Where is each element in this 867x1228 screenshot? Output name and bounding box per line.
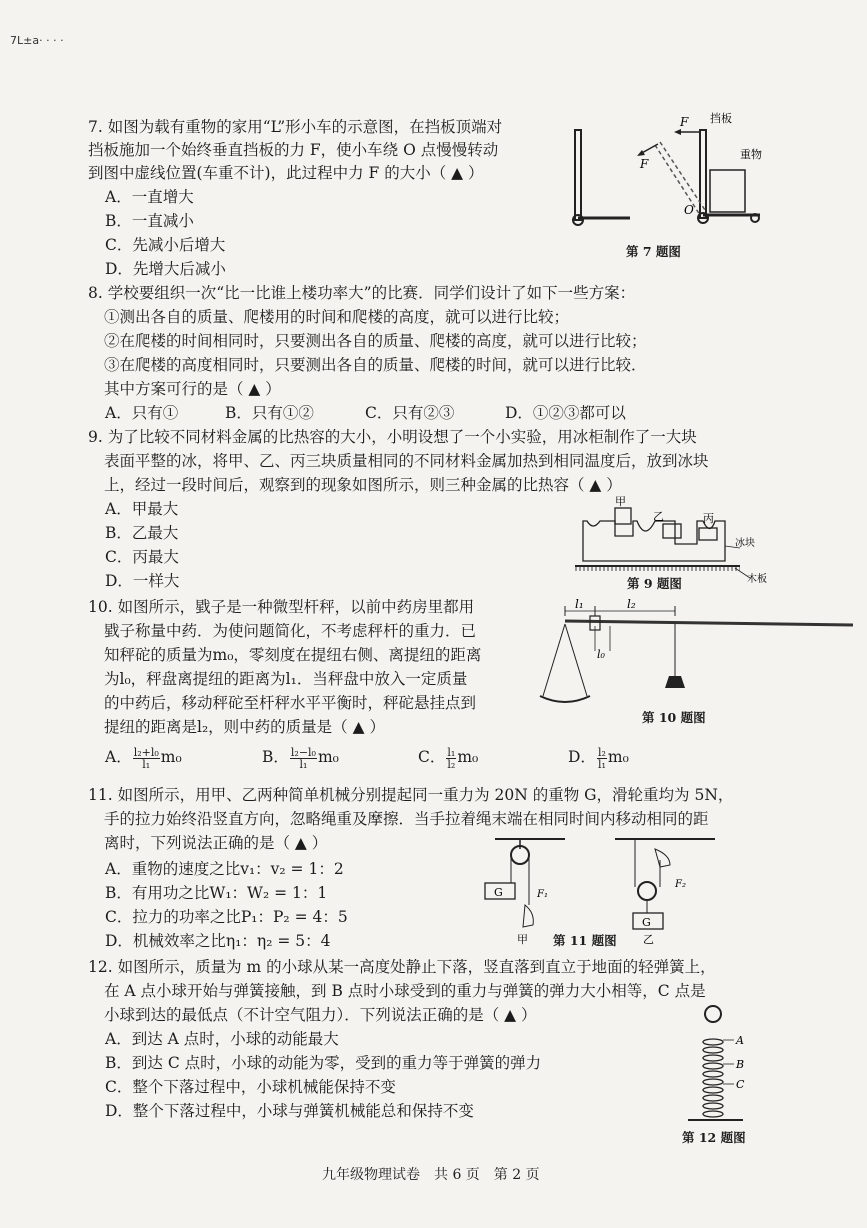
q10-line-3: 知秤砣的质量为m₀，零刻度在提纽右侧、离提纽的距离 — [104, 646, 482, 664]
q7-fig-board-label: 挡板 — [710, 112, 732, 125]
q12-option-d: D．整个下落过程中，小球与弹簧机械能总和保持不变 — [105, 1102, 474, 1120]
q10-option-c-denominator: l₂ — [447, 757, 456, 771]
q11-option-d: D．机械效率之比η₁：η₂ = 5：4 — [105, 932, 331, 950]
q7-fig-F-label: F — [680, 115, 689, 129]
q7-caption: 第 7 题图 — [626, 244, 681, 259]
q9-fig-label-board: 木板 — [747, 574, 767, 584]
q10-option-b-denominator: l₁ — [299, 757, 308, 771]
q9-option-a: A．甲最大 — [105, 500, 179, 518]
q12-caption: 第 12 题图 — [682, 1130, 746, 1145]
q10-option-d-tail: m₀ — [607, 748, 629, 766]
q11-line-3: 离时，下列说法正确的是（ ▲ ） — [104, 834, 328, 852]
q12-line-1: 12. 如图所示，质量为 m 的小球从某一高度处静止下落，竖直落到直立于地面的轻弹簧上， — [88, 958, 716, 976]
q11-fig-jia-label: 甲 — [517, 933, 528, 946]
q11-caption: 第 11 题图 — [553, 933, 617, 948]
q10-option-c-numerator: l₁ — [447, 745, 456, 759]
q10-option-d-numerator: l₂ — [597, 745, 606, 759]
q12-line-3: 小球到达的最低点（不计空气阻力）．下列说法正确的是（ ▲ ） — [104, 1006, 537, 1024]
q12-option-b: B．到达 C 点时，小球的动能为零，受到的重力等于弹簧的弹力 — [105, 1054, 542, 1072]
q7-figure — [560, 110, 775, 235]
q7-option-d: D．先增大后减小 — [105, 260, 226, 278]
q10-option-d-label: D． — [568, 748, 596, 766]
q11-fig-yi-label: 乙 — [643, 933, 654, 946]
q10-option-b-numerator: l₂−l₀ — [290, 745, 316, 759]
q12-option-a: A．到达 A 点时，小球的动能最大 — [105, 1030, 339, 1048]
q7-line-2: 挡板施加一个始终垂直挡板的力 F，使小车绕 O 点慢慢转动 — [88, 141, 499, 159]
q8-line-2: ①测出各自的质量、爬楼用的时间和爬楼的高度，就可以进行比较； — [104, 308, 570, 326]
q10-fig-l0-label: l₀ — [597, 648, 605, 661]
q9-caption: 第 9 题图 — [627, 576, 682, 591]
q10-option-a-denominator: l₁ — [142, 757, 151, 771]
q12-fig-B-label: B — [736, 1058, 745, 1071]
q7-option-b: B．一直减小 — [105, 212, 194, 230]
q10-option-a-numerator: l₂+l₀ — [133, 745, 159, 759]
q8-line-3: ②在爬楼的时间相同时，只要测出各自的质量、爬楼的高度，就可以进行比较； — [104, 332, 647, 350]
q7-option-a: A．一直增大 — [105, 188, 194, 206]
q7-option-c: C．先减小后增大 — [105, 236, 226, 254]
q9-fig-label-bing: 丙 — [703, 512, 714, 525]
q10-fig-l2-label: l₂ — [627, 597, 636, 611]
q10-option-d-denominator: l₁ — [597, 757, 606, 771]
q11-fig-G-jia: G — [494, 886, 503, 899]
q12-option-c: C．整个下落过程中，小球机械能保持不变 — [105, 1078, 396, 1096]
q10-option-a — [105, 746, 182, 770]
q9-option-c: C．丙最大 — [105, 548, 179, 566]
q7-line-1: 7. 如图为载有重物的家用“L”形小车的示意图，在挡板顶端对 — [88, 118, 503, 136]
q11-line-2: 手的拉力始终沿竖直方向，忽略绳重及摩擦．当手拉着绳末端在相同时间内移动相同的距 — [104, 810, 709, 828]
q9-option-b: B．乙最大 — [105, 524, 179, 542]
q9-fig-label-yi: 乙 — [653, 510, 664, 523]
q11-fig-F2-label: F₂ — [675, 879, 686, 890]
q8-option-a: A．只有① — [105, 404, 179, 422]
q7-fig-weight-label: 重物 — [740, 148, 762, 161]
q10-option-c — [418, 746, 478, 770]
q10-option-b — [262, 746, 339, 770]
q10-option-b-label: B． — [262, 748, 289, 766]
q10-option-d — [568, 746, 629, 770]
q10-line-5: 的中药后，移动秤砣至杆秤水平平衡时，秤砣悬挂点到 — [104, 694, 477, 712]
q8-option-b: B．只有①② — [225, 404, 314, 422]
q10-option-b-tail: m₀ — [317, 748, 339, 766]
q8-option-c: C．只有②③ — [365, 404, 455, 422]
q10-caption: 第 10 题图 — [642, 710, 706, 725]
scan-header-marks: 7L±a· · · · — [10, 34, 64, 47]
q12-fig-C-label: C — [736, 1078, 745, 1091]
q10-line-6: 提纽的距离是l₂，则中药的质量是（ ▲ ） — [104, 718, 385, 736]
q11-option-b: B．有用功之比W₁：W₂ = 1：1 — [105, 884, 328, 902]
q9-fig-label-jia: 甲 — [615, 496, 626, 508]
q10-figure — [535, 596, 855, 706]
q11-line-1: 11. 如图所示，用甲、乙两种简单机械分别提起同一重力为 20N 的重物 G，滑轮重均为 5N， — [88, 786, 734, 804]
q11-option-a: A．重物的速度之比v₁：v₂ = 1：2 — [105, 860, 344, 878]
q8-option-d: D．①②③都可以 — [505, 404, 626, 422]
q10-fig-l1-label: l₁ — [575, 597, 584, 611]
q9-line-1: 9. 为了比较不同材料金属的比热容的大小，小明设想了一个小实验，用冰柜制作了一大块 — [88, 428, 697, 446]
q10-option-c-tail: m₀ — [457, 748, 479, 766]
q7-line-3: 到图中虚线位置(车重不计)，此过程中力 F 的大小（ ▲ ） — [88, 164, 484, 182]
q9-option-d: D．一样大 — [105, 572, 180, 590]
q10-option-c-label: C． — [418, 748, 446, 766]
q8-line-1: 8. 学校要组织一次“比一比谁上楼功率大”的比赛．同学们设计了如下一些方案： — [88, 284, 636, 302]
q9-fig-label-ice: 冰块 — [735, 538, 755, 549]
q10-line-1: 10. 如图所示，戥子是一种微型杆秤，以前中药房里都用 — [88, 598, 475, 616]
q9-line-2: 表面平整的冰，将甲、乙、丙三块质量相同的不同材料金属加热到相同温度后，放到冰块 — [104, 452, 709, 470]
page-footer: 九年级物理试卷 共 6 页 第 2 页 — [322, 1167, 540, 1183]
q9-figure — [575, 496, 775, 584]
q10-line-2: 戥子称量中药．为使问题简化，不考虑秤杆的重力．已 — [104, 622, 477, 640]
q7-fig-O-label: O — [684, 203, 694, 217]
q10-line-4: 为l₀，秤盘离提纽的距离为l₁．当秤盘中放入一定质量 — [104, 670, 468, 688]
q12-figure — [688, 1004, 758, 1128]
q8-line-4: ③在爬楼的高度相同时，只要测出各自的质量、爬楼的时间，就可以进行比较． — [104, 356, 647, 374]
q10-option-a-tail: m₀ — [160, 748, 182, 766]
q11-fig-F1-label: F₁ — [537, 889, 548, 900]
q7-fig-F-tilted-label: F — [640, 157, 649, 171]
q11-option-c: C．拉力的功率之比P₁：P₂ = 4：5 — [105, 908, 348, 926]
q9-line-3: 上，经过一段时间后，观察到的现象如图所示，则三种金属的比热容（ ▲ ） — [104, 476, 622, 494]
q8-line-5: 其中方案可行的是（ ▲ ） — [104, 380, 281, 398]
q11-fig-G-yi: G — [642, 916, 651, 929]
q12-line-2: 在 A 点小球开始与弹簧接触，到 B 点时小球受到的重力与弹簧的弹力大小相等，C 点是 — [104, 982, 706, 1000]
q10-option-a-label: A． — [105, 748, 132, 766]
q12-fig-A-label: A — [736, 1034, 744, 1047]
